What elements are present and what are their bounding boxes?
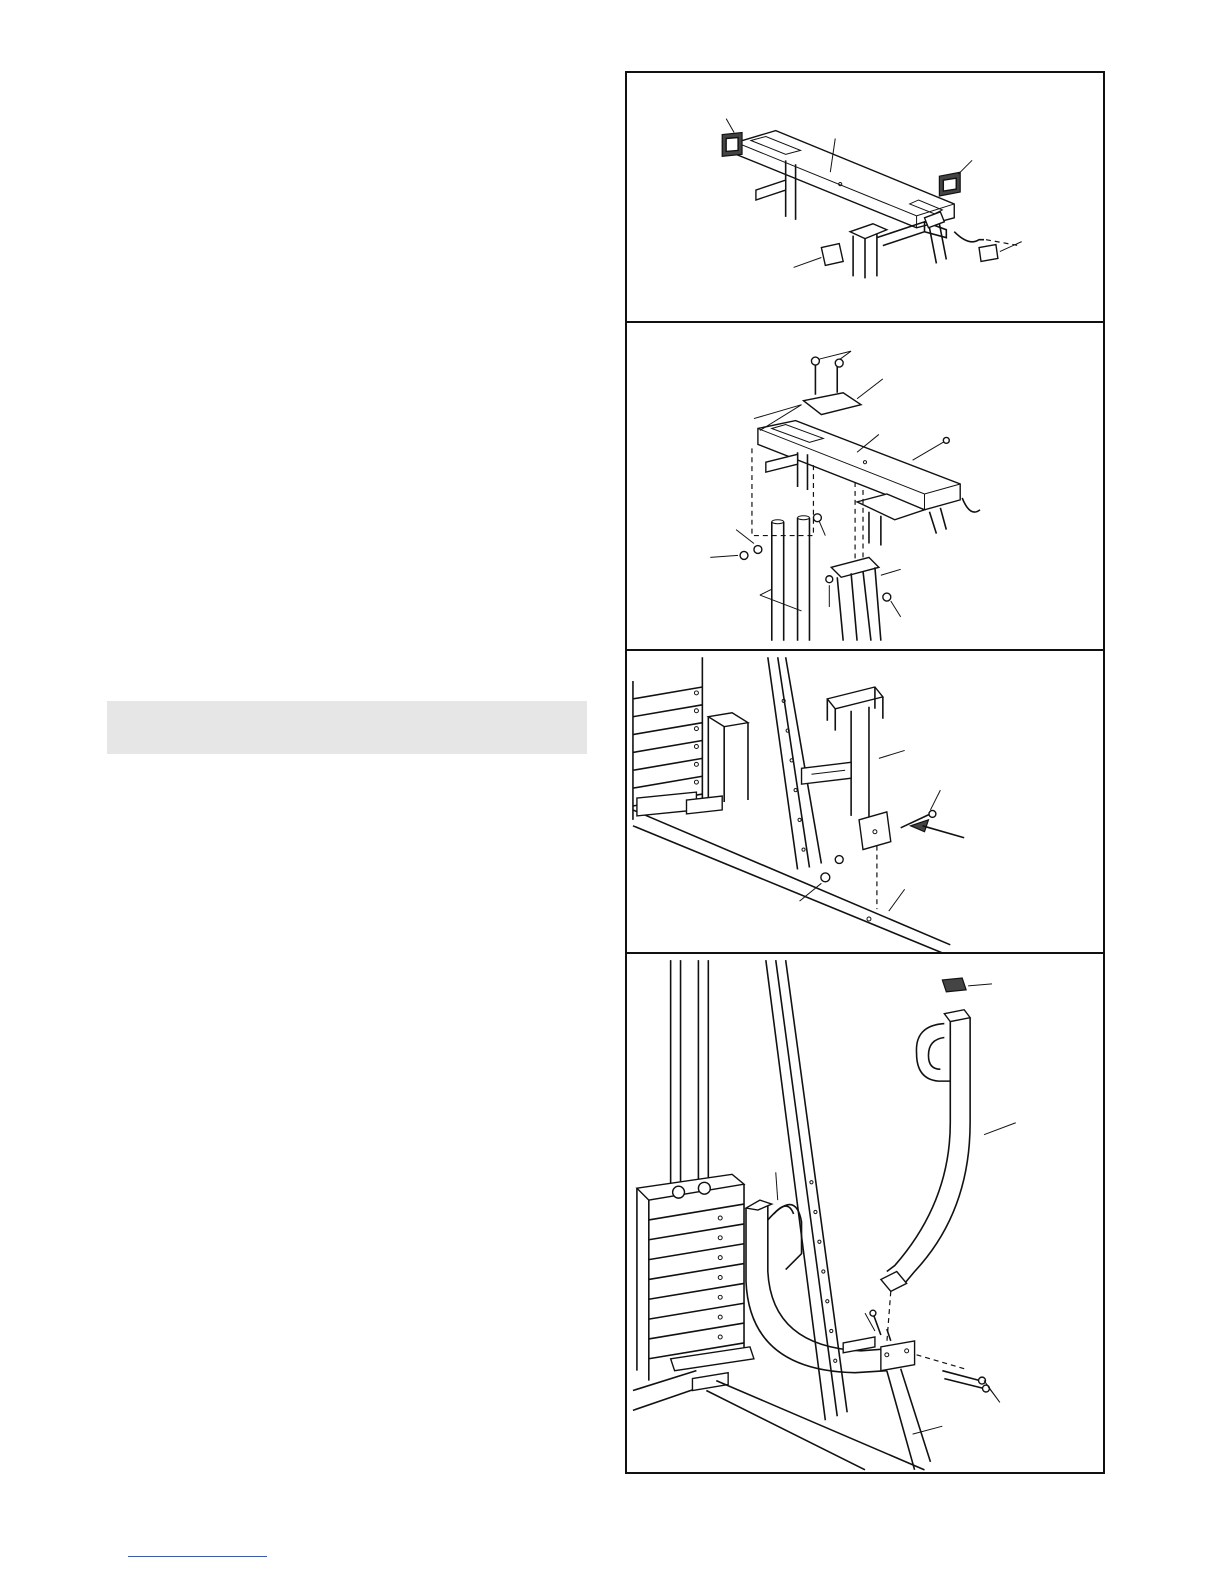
figure-panel-3 <box>625 649 1105 954</box>
crossbar-end-caps-illustration <box>627 73 1103 323</box>
bracket-base-illustration <box>627 651 1103 954</box>
arm-weight-stack-illustration <box>627 954 1103 1472</box>
figure-panel-1 <box>625 71 1105 323</box>
figure-panel-4 <box>625 952 1105 1474</box>
section-heading-bar <box>107 701 587 754</box>
figure-panel-2 <box>625 321 1105 651</box>
crossbar-uprights-bolts-illustration <box>627 323 1103 651</box>
footer-link-underline <box>128 1556 267 1557</box>
